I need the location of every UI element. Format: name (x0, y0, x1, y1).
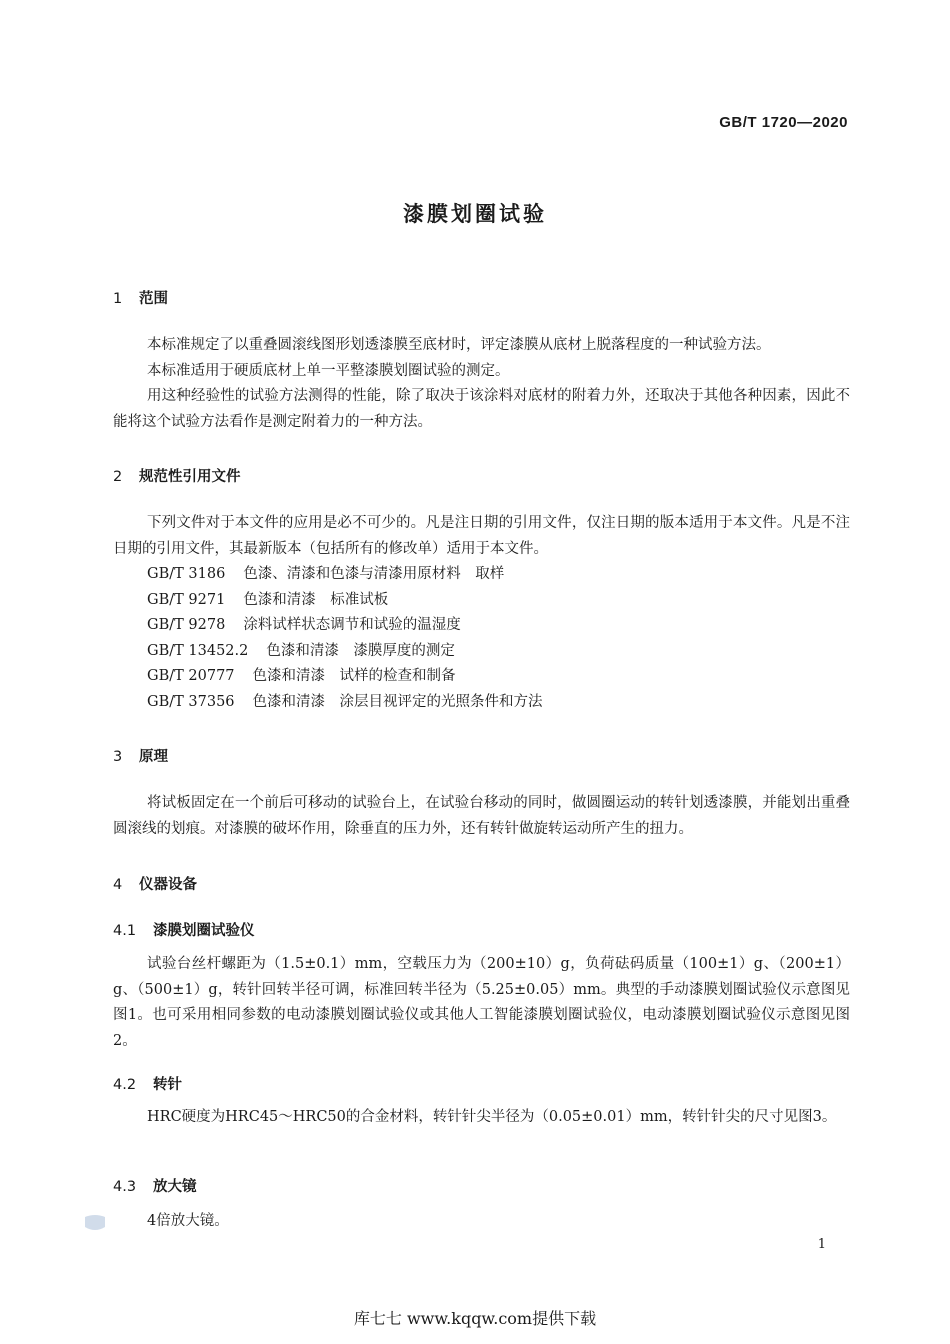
subsection-number: 4.1 (113, 923, 137, 939)
section-number: 4 (113, 877, 123, 893)
reference-code: GB/T 20777 (147, 668, 235, 684)
subsection-4-2-body (113, 1105, 850, 1131)
section-4-heading (113, 873, 197, 894)
sac-logo-icon (82, 1213, 108, 1233)
reference-title: 涂料试样状态调节和试验的温湿度 (243, 617, 461, 633)
download-footer: 库七七 www.kqqw.com提供下载 (353, 1309, 597, 1328)
section-title: 仪器设备 (139, 877, 197, 893)
standard-code: GB/T 1720—2020 (719, 114, 848, 131)
reference-item (113, 664, 850, 690)
paragraph: 4倍放大镜。 (147, 1213, 229, 1229)
reference-title: 色漆和清漆 涂层目视评定的光照条件和方法 (252, 693, 543, 710)
section-number: 3 (113, 749, 123, 765)
section-title: 原理 (139, 749, 168, 765)
paragraph: 试验台丝杆螺距为（1.5±0.1）mm，空载压力为（200±10）g，负荷砝码质量（100±1）g、（200±1）g、（500±1）g，转针回转半径可调，标准回转半径为（5.25±0.05）mm。典型的手动漆膜划圈试验仪示意图见图1。也可采用相同参数的电动漆膜划圈试验仪或其他人工智能漆膜划圈试验仪，电动漆膜划圈试验仪示意图见图2。 (113, 956, 850, 1049)
reference-code: GB/T 9271 (147, 591, 226, 608)
paragraph: HRC硬度为HRC45～HRC50的合金材料，转针针尖半径为（0.05±0.01）mm，转针针尖的尺寸见图3。 (147, 1109, 837, 1125)
paragraph: 将试板固定在一个前后可移动的试验台上，在试验台移动的同时，做圆圈运动的转针划透漆膜，并能划出重叠圆滚线的划痕。对漆膜的破坏作用，除垂直的压力外，还有转针做旋转运动所产生的扭力。 (113, 795, 850, 837)
subsection-4-1-heading (113, 919, 255, 940)
reference-code: GB/T 3186 (147, 566, 226, 582)
subsection-number: 4.3 (113, 1179, 137, 1195)
subsection-title: 放大镜 (153, 1179, 197, 1195)
section-number: 1 (113, 291, 123, 307)
reference-item (113, 639, 850, 665)
subsection-number: 4.2 (113, 1077, 137, 1093)
reference-code: GB/T 13452.2 (147, 642, 249, 659)
reference-item (113, 588, 850, 614)
page-number: 1 (817, 1237, 826, 1252)
subsection-4-3-heading (113, 1175, 197, 1196)
subsection-4-3-body (113, 1209, 850, 1235)
reference-title: 色漆和清漆 漆膜厚度的测定 (266, 642, 455, 659)
reference-title: 色漆、清漆和色漆与清漆用原材料 取样 (243, 566, 505, 582)
section-2-heading (113, 465, 241, 486)
section-title: 范围 (139, 291, 168, 307)
reference-item (113, 562, 850, 588)
paragraph: 本标准规定了以重叠圆滚线图形划透漆膜至底材时，评定漆膜从底材上脱落程度的一种试验方法。 (147, 337, 771, 353)
document-title: 漆膜划圈试验 (403, 202, 547, 226)
section-3-body (113, 791, 850, 842)
reference-item (113, 690, 850, 716)
section-1-body (113, 333, 850, 435)
reference-title: 色漆和清漆 试样的检查和制备 (252, 668, 456, 684)
paragraph: 用这种经验性的试验方法测得的性能，除了取决于该涂料对底材的附着力外，还取决于其他各种因素，因此不能将这个试验方法看作是测定附着力的一种方法。 (113, 388, 850, 430)
section-2-body (113, 511, 850, 715)
subsection-4-2-heading (113, 1073, 182, 1094)
reference-item (113, 613, 850, 639)
section-1-heading (113, 287, 168, 308)
section-3-heading (113, 745, 168, 766)
subsection-4-1-body (113, 952, 850, 1054)
reference-title: 色漆和清漆 标准试板 (243, 591, 389, 608)
reference-code: GB/T 37356 (147, 693, 235, 710)
section-title: 规范性引用文件 (139, 469, 241, 485)
reference-code: GB/T 9278 (147, 617, 226, 633)
subsection-title: 漆膜划圈试验仪 (153, 923, 255, 939)
subsection-title: 转针 (153, 1077, 182, 1093)
paragraph: 本标准适用于硬质底材上单一平整漆膜划圈试验的测定。 (147, 362, 510, 379)
paragraph: 下列文件对于本文件的应用是必不可少的。凡是注日期的引用文件，仅注日期的版本适用于本文件。凡是不注日期的引用文件，其最新版本（包括所有的修改单）适用于本文件。 (113, 515, 850, 557)
section-number: 2 (113, 469, 123, 485)
